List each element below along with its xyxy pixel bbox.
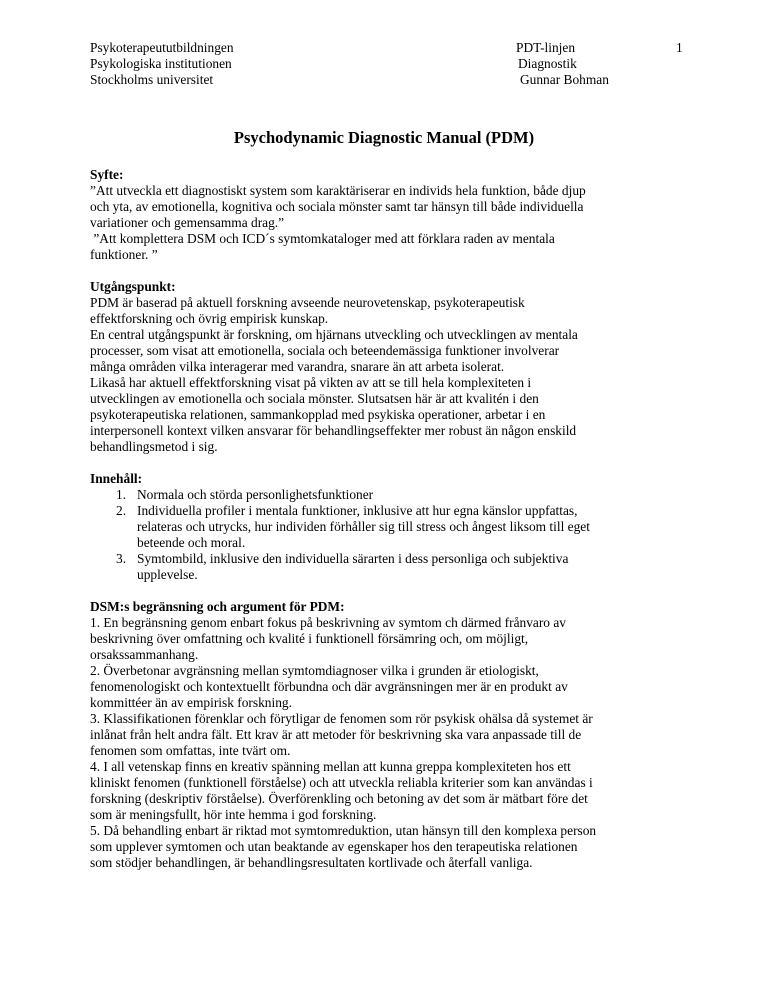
paragraph-line: kommittéer än av empirisk forskning. — [90, 695, 292, 710]
paragraph-line: behandlingsmetod i sig. — [90, 439, 218, 454]
paragraph-line: funktioner. ” — [90, 247, 158, 262]
paragraph-line: inlånat från helt andra fält. Ett krav är att metoder för beskrivning ska vara anpassade till de — [90, 727, 582, 742]
list-item — [90, 503, 685, 551]
list-item-number: 1. — [116, 487, 127, 502]
paragraph-line: forskning (deskriptiv förståelse). Överförenkling och betoning av det som är mätbart före det — [90, 791, 588, 806]
paragraph-line: som upplever symtomen och utan beaktande av egenskaper hos den terapeutiska relationen — [90, 839, 578, 854]
paragraph-line: beskrivning över omfattning och kvalité i funktionell försämring och, om möjligt, — [90, 631, 529, 646]
paragraph-line: PDM är baserad på aktuell forskning avseende neurovetenskap, psykoterapeutisk — [90, 295, 525, 310]
list-item-number: 2. — [116, 503, 127, 518]
paragraph-line: och yta, av emotionella, kognitiva och sociala mönster samt tar hänsyn till både individuella — [90, 199, 584, 214]
list-item — [90, 487, 685, 503]
list-item-line: Normala och störda personlighetsfunktioner — [137, 487, 374, 502]
content-list — [90, 487, 685, 583]
paragraph-line: som stödjer behandlingen, är behandlingsresultaten kortlivade och återfall vanliga. — [90, 855, 533, 870]
header-right-line: PDT-linjen — [516, 40, 576, 55]
list-item-line: relateras och utrycks, hur individen förhåller sig till stress och ångest liksom till eget — [137, 519, 590, 534]
document-title: Psychodynamic Diagnostic Manual (PDM) — [233, 128, 535, 147]
section-utgangspunkt — [90, 279, 685, 455]
paragraph-line: 1. En begränsning genom enbart fokus på beskrivning av symtom ch därmed frånvaro av — [90, 615, 566, 630]
paragraph-line: kliniskt fenomen (funktionell förståelse) och att utveckla reliabla kriterier som kan användas i — [90, 775, 593, 790]
header-right-line: Gunnar Bohman — [520, 72, 609, 87]
paragraph-line: variationer och gemensamma drag.” — [90, 215, 285, 230]
paragraph-line: 3. Klassifikationen förenklar och förytligar de fenomen som rör psykisk ohälsa då systemet är — [90, 711, 593, 726]
paragraph-line: 2. Överbetonar avgränsning mellan symtomdiagnoser vilka i grunden är etiologiskt, — [90, 663, 539, 678]
list-item — [90, 551, 685, 583]
paragraph-line: som är meningsfullt, hör inte hemma i god forskning. — [90, 807, 377, 822]
list-item-number: 3. — [116, 551, 127, 566]
paragraph-line: Likaså har aktuell effektforskning visat på vikten av att se till hela komplexiteten i — [90, 375, 532, 390]
paragraph-line: fenomenologiskt och kontextuellt förbundna och där avgränsningen mer är en produkt av — [90, 679, 568, 694]
section-heading: DSM:s begränsning och argument för PDM: — [90, 599, 345, 614]
section-heading: Utgångspunkt: — [90, 279, 176, 294]
paragraph-line: processer, som visat att emotionella, sociala och beteendemässiga funktioner involverar — [90, 343, 560, 358]
list-item-line: upplevelse. — [137, 567, 198, 582]
paragraph-line: interpersonell kontext vilken ansvarar för behandlingseffekter mer robust än någon enskild — [90, 423, 577, 438]
paragraph-line: utvecklingen av emotionella och sociala mönster. Slutsatsen här är att kvalitén i den — [90, 391, 539, 406]
paragraph-line: ”Att utveckla ett diagnostiskt system som karaktäriserar en individs hela funktion, både djup — [90, 183, 586, 198]
paragraph-line: fenomen som omfattas, inte tvärt om. — [90, 743, 291, 758]
section-innehall — [90, 471, 685, 583]
header-left-line: Stockholms universitet — [90, 72, 214, 87]
paragraph-line: 5. Då behandling enbart är riktad mot symtomreduktion, utan hänsyn till den komplexa person — [90, 823, 597, 838]
header-course — [516, 40, 656, 88]
page-number: 1 — [676, 40, 683, 55]
list-item-line: beteende och moral. — [137, 535, 246, 550]
section-syfte — [90, 167, 685, 263]
paragraph-line: orsakssammanhang. — [90, 647, 199, 662]
section-dsm — [90, 599, 685, 871]
paragraph-line: psykoterapeutiska relationen, sammankopplad med psykiska operationer, arbetar i en — [90, 407, 546, 422]
list-item-line: Individuella profiler i mentala funktioner, inklusive att hur egna känslor uppfattas, — [137, 503, 578, 518]
document-body — [90, 167, 685, 887]
paragraph-line: ”Att komplettera DSM och ICD´s symtomkataloger med att förklara raden av mentala — [90, 231, 555, 246]
paragraph-line: många områden vilka interagerar med varandra, snarare än att arbeta isolerat. — [90, 359, 505, 374]
paragraph-line: effektforskning och övrig empirisk kunskap. — [90, 311, 329, 326]
paragraph-line: 4. I all vetenskap finns en kreativ spänning mellan att kunna greppa komplexiteten hos ett — [90, 759, 571, 774]
header-institution — [90, 40, 390, 88]
paragraph-line: En central utgångspunkt är forskning, om hjärnans utveckling och utvecklingen av mentala — [90, 327, 578, 342]
list-item-line: Symtombild, inklusive den individuella särarten i dess personliga och subjektiva — [137, 551, 569, 566]
header-left-line: Psykoterapeututbildningen — [90, 40, 234, 55]
section-heading: Syfte: — [90, 167, 124, 182]
header-left-line: Psykologiska institutionen — [90, 56, 232, 71]
section-heading: Innehåll: — [90, 471, 143, 486]
header-right-line: Diagnostik — [518, 56, 577, 71]
